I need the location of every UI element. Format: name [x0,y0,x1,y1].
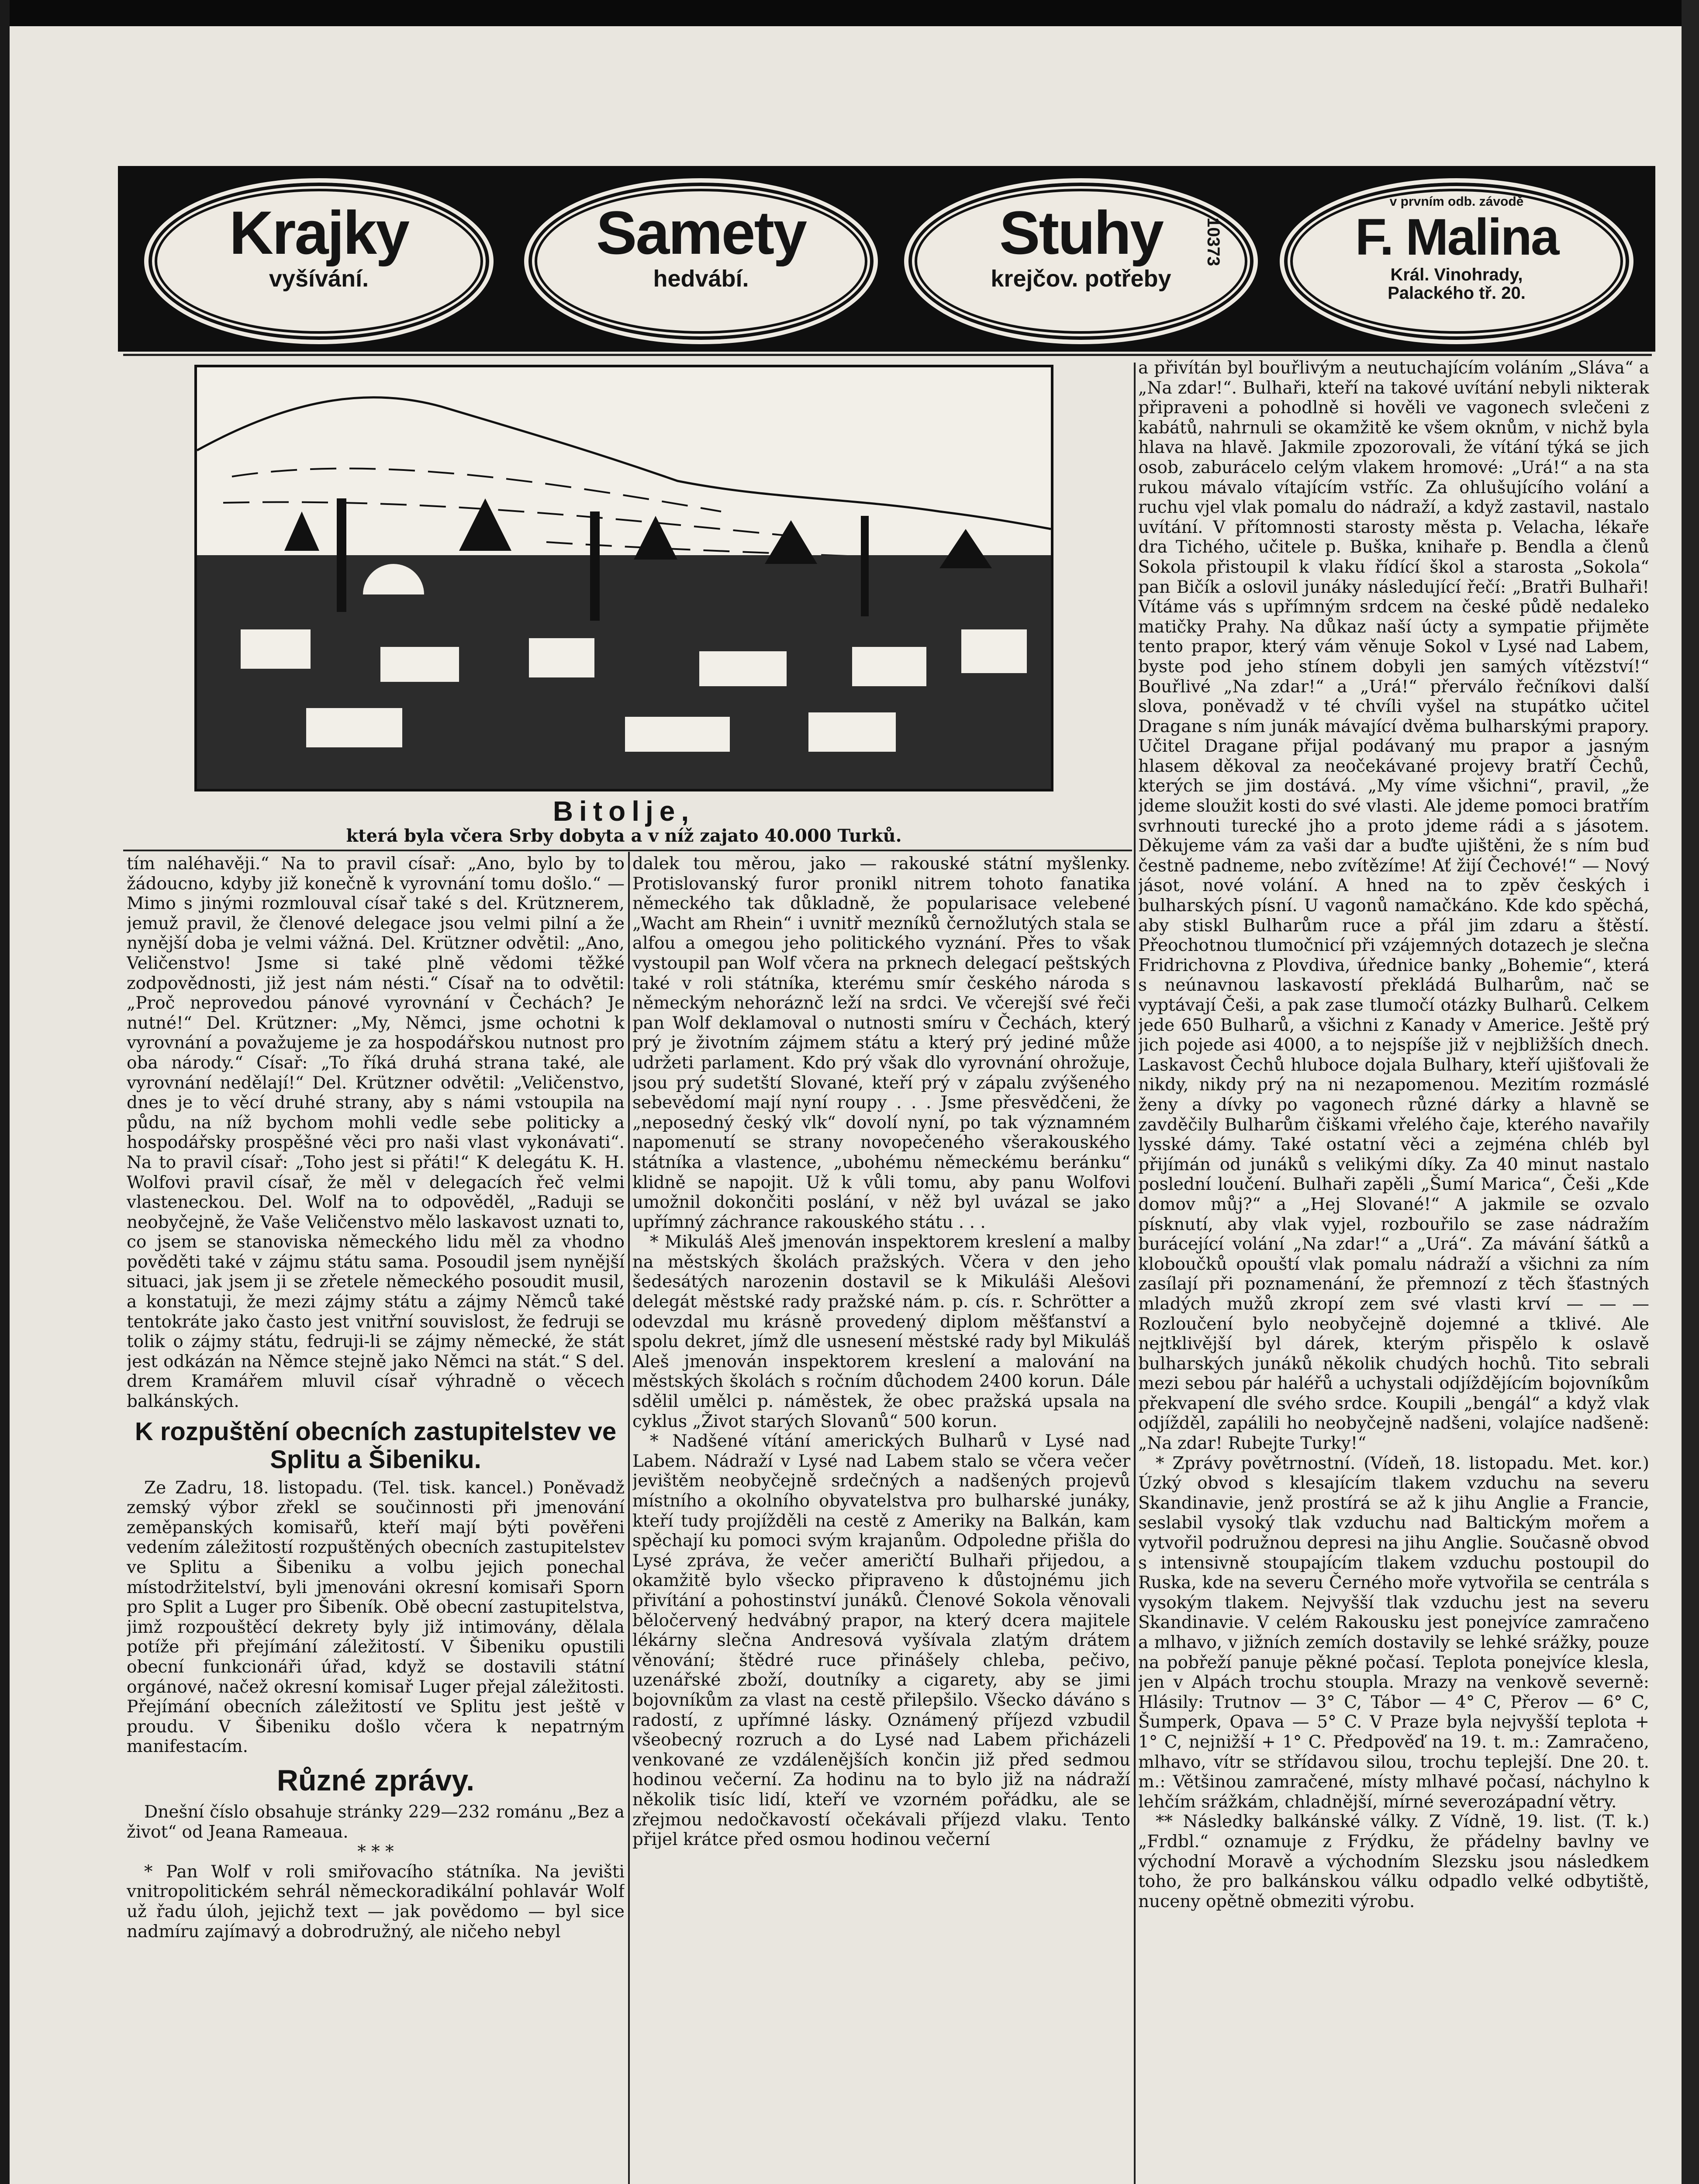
ad-top-line: v prvním odb. závodě [1389,194,1524,209]
ad-oval-krajky [144,178,494,344]
column-rule-1 [628,852,630,2184]
ad-title: Stuhy [999,198,1163,267]
scan-border-left [0,0,10,2184]
ad-address-line2: Palackého tř. 20. [1388,283,1526,303]
ad-title: Samety [596,198,806,267]
article-text: a přivítán byl bouřlivým a neutuchajícím voláním „Sláva“ a „Na zdar!“. Bulhaři, kteří na takové uvítání nebyli nikterak připraveni a pohodlně si hověli ve vagonech svlečeni z kabátů, nahrnuli se okamžitě ke všem oknům, v nichž byla hlava na hlavě. Jakmile zpozorovali, že vítání týká se jich osob, zaburácelo celým vlakem hromové: „Urá!“ a na sta rukou mávalo vítajícím vstříc. Za ohlušujícího volání a ruchu vjel vlak pomalu do nádraží, a když zastavil, nastalo uvítání. V přítomnosti starosty města p. Velacha, lékaře dra Tichého, učitele p. Buška, knihaře p. Bendla a členů Sokola přistoupil k vlaku řídící škol a starosta „Sokola“ pan Bičík a oslovil junáky následující řečí: „Bratři Bulhaři! Vítáme vás s upřímným srdcem na české půdě nedaleko matičky Prahy. Na důkaz naší úcty a sympatie přijměte tento prapor, který vám věnuje Sokol v Lysé nad Labem, byste pod jeho stínem dobyli jen samých vítězství!“ Bouřlivé „Na zdar!“ a „Urá!“ přerválo řečníkovi další slova, poněvadž v té chvíli vyšel na stupátko učitel Dragane s ním junák mávající dvěma bulharskými prapory. Učitel Dragane přijal podávaný mu prapor a jasným hlasem děkoval za neočekávané projevy bratří Čechů, kterých se jim dostává. „My víme všichni“, pravil, „že jdeme sloužit kosti do své vlasti. Ale jdeme pomoci bratřím svrhnouti turecké jho a proto jdeme rádi a s jásotem. Děkujeme vám za vaši dar a buďte ujištěni, že s ním buď čestně padneme, nebo zvítězíme! Ať žijí Čechové!“ — Nový jásot, nové volání. A hned na to zpěv českých i bulharských písní. U vagonů namačkáno. Kde kdo spěchá, aby stiskl Bulharům ruce a přál jim zdaru a štěstí. Přeochotnou tlumočnicí při vzájemných dotazech je slečna Fridrichovna z Plovdiva, úřednice banky „Bohemie“, která s neúnavnou laskavostí překládá Bulharům, nač se vyptávají Češi, a pak zase tlumočí otázky Bulharů. Celkem jede 650 Bulharů, a všichni z Kanady v Americe. Ještě prý jich pojede asi 4000, a to nejspíše již v nejbližších dnech. Laskavost Čechů hluboce dojala Bulhary, kteří ujišťovali že nikdy, nikdy prý na ni nezapomenou. Mezitím rozmáslé ženy a dívky po vagonech různé dárky a hlavně se zavděčily Bulharům čiškami vřelého čaje, kterého navařily lysské dámy. Také ostatní věci a zejména chléb byl přijímán od junáků s velikými díky. Za 40 minut nastalo poslední loučení. Bulhaři zapěli „Šumí Marica“, Češi „Kde domov můj?“ a „Hej Slované!“ A jakmile se ozvalo písknutí, aby vlak vyjel, rozbouřilo se zase nádražím burácející volání „Na zdar!“ a „Urá“. Za mávání šátků a kloboučků opouští vlak pomalu nádraží a všichni za ním zasílají při poznamenání, že přemnozí z těch šťastných mladých mužů zkropí zem své vlasti krví — — — Rozloučení bylo neobyčejně dojemné a tklivé. Ale nejtklivější byl dárek, kterým přispělo k oslavě bulharských junáků několik chudých hochů. Tito sebrali mezi sebou pár haléřů a uchystali odjíždějícím bojovníkům překvapení dle svého srdce. Koupili „bengál“ a když vlak odjížděl, zapálili ho neobyčejně nadšeni, volajíce nadšeně: „Na zdar! Rubejte Turky!“ [1138,358,1649,1454]
ad-banner [118,166,1655,352]
column-3 [1138,358,1649,2184]
column-1 [127,854,625,2184]
illustration-caption: která byla včera Srby dobyta a v níž zajato 40.000 Turků. [346,826,902,846]
ad-title: F. Malina [1355,208,1558,266]
illustration-bitolje [194,365,1053,791]
ad-oval-stuhy [904,178,1258,344]
article-text: dalek tou měrou, jako — rakouské státní myšlenky. Protislovanský furor pronikl nitrem tohoto fanatika německého tak důkladně, že popularisace velebené „Wacht am Rhein“ i uvnitř mezníků černožlutých stala se alfou a omegou jeho politického vyznání. Přes to však vystoupil pan Wolf včera na prknech delegací peštských také v roli státníka, kterému smír českého národa s německým nehoráznč leží na srdci. Ve včerejší své řeči pan Wolf deklamoval o nutnosti smíru v Čechách, který prý je životním zájmem státu a který prý jediné může udržeti parlament. Kdo prý však dlo vyrovnání ohrožuje, jsou prý sudetští Slované, kteří prý v zápalu zvýšeného sebevědomí mají nyní roupy . . . Jsme přesvědčeni, že „neposedný český vlk“ dovolí nyní, po tak významném napomenutí se strany novopečeného všerakouského státníka a vlastence, „ubohému německému beránku“ klidně se napojit. Už k vůli tomu, aby panu Wolfovi umožnil dokončiti poslání, v něž byl uvázal se jako upřímný záchrance rakouského státu . . . [632,854,1130,1232]
ad-code: 10373 [1204,218,1223,266]
ad-subtitle: vyšívání. [269,266,369,292]
article-text: Ze Zadru, 18. listopadu. (Tel. tisk. kancel.) Poněvadž zemský výbor zřekl se součinnosti při jmenování zeměpanských komisařů, kteří mají býti pověřeni vedením záležitostí rozpuštěných obecních zastupitelstev ve Splitu a Šibeniku a volbu jejich ponechal místodržitelství, byli jmenováni okresní komisaři Sporn pro Split a Luger pro Šibeník. Obě obecní zastupitelstva, jimž rozpouštěcí dekrety byly již intimovány, dělala potíže při přejímání záležitostí. V Šibeniku opustili obecní funkcionáři úřad, když se dostavili státní orgánové, načež okresní komisař Luger přejal záležitosti. Přejímání obecních záležitostí ve Splitu jest ještě v proudu. V Šibeniku došlo včera k nepatrným manifestacím. [127,1478,625,1757]
article-text: * Mikuláš Aleš jmenován inspektorem kreslení a malby na městských školách pražských. Včera v den jeho šedesátých narozenin dostavil se k Mikuláši Alešovi delegát městské rady pražské nám. p. cís. r. Schrötter a odevzdal mu krásně provedený diplom měšťanství a spolu dekret, jímž dle usnesení městské rady byl Mikuláš Aleš jmenován inspektorem kreslení a malování na městských školách s ročním důchodem 2400 korun. Dále sdělil umělci p. náměstek, že obec pražská upsala na cyklus „Život starých Slovanů“ 500 korun. [632,1232,1130,1431]
column-2 [632,854,1130,2184]
article-text: * Nadšené vítání amerických Bulharů v Lysé nad Labem. Nádraží v Lysé nad Labem stalo se včera večer jevištěm neobyčejně srdečných a nadšených projevů místního a okolního obyvatelstva pro bulharské junáky, kteří tudy projížděli na cestě z Ameriky na Balkán, kam spěchají ku pomoci svým krajanům. Odpoledne přišla do Lysé zpráva, že večer američtí Bulhaři přijedou, a okamžitě bylo všecko připraveno k důstojnému jich přivítání a pohostinství junáků. Členové Sokola věnovali běločervený hedvábný prapor, na který dcera majitele lékárny slečna Andresová vyšívala zlatým drátem věnování; štědré ruce přinášely chleba, pečivo, uzenářské zboží, doutníky a cigarety, aby se jimi bojovníkům za vlast na cestě přilepšilo. Všecko dáváno s radostí, z upřímné lásky. Oznámený příjezd vzbudil všeobecný rozruch a do Lysé nad Labem přicházeli venkované ze vzdálenějších končin již před sedmou hodinou večerní. Za hodinu na to bylo již na nádraží několik tisíc lidí, kteří ve vzorném pořádku, ale se zřejmou nedočkavostí očekávali příjezd vlaku. Tento přijel krátce před osmou hodinou večerní [632,1431,1130,1850]
article-heading: K rozpuštění obecních zastupitelstev ve Splitu a Šibeniku. [135,1417,617,1474]
article-text: * Pan Wolf v roli smiřovacího státníka. Na jevišti vnitropolitickém sehrál německoradikální pohlavár Wolf už řadu úloh, jejichž text — jak povědomo — byl sice nadmíru zajímavý a dobrodružný, ale ničeho nebyl [127,1862,625,1942]
scan-border-top [0,0,1699,26]
scan-border-right [1682,0,1699,2184]
illustration-title: Bitolje, [553,795,695,827]
top-rule [123,354,1652,356]
ad-title: Krajky [229,198,409,267]
section-heading: Různé zprávy. [276,1763,475,1797]
separator-stars: * * * [357,1842,394,1862]
article-text: Dnešní číslo obsahuje stránky 229—232 románu „Bez a život“ od Jeana Rameaua. [127,1802,625,1842]
city-skyline-illustration [197,367,1051,789]
column-rule-2 [1134,363,1136,2184]
caption-rule [123,850,1132,851]
ad-address-line1: Král. Vinohrady, [1390,265,1523,284]
ad-subtitle: hedvábí. [653,266,749,292]
article-text: * Zprávy povětrnostní. (Vídeň, 18. listopadu. Met. kor.) Úzký obvod s klesajícím tlakem vzduchu na severu Skandinavie, jenž prostírá se až k jihu Anglie a Francie, seslabil vysoký tlak vzduchu nad Baltickým mořem a vytvořil podružnou depresi na jihu Anglie. Současně obvod s intensivně stoupajícím tlakem vzduchu postoupil do Ruska, kde na severu Černého moře vytvořila se centrála s vysokým tlakem. Nejvyšší tlak vzduchu jest na severu Skandinavie. V celém Rakousku jest ponejvíce zamračeno a mlhavo, v jižních zemích dostavily se lehké srážky, pouze na pobřeží panuje pěkné počasí. Teplota ponejvíce klesla, jen v Alpách trochu stoupla. Mrazy na venkově severně: Hlásily: Trutnov — 3° C, Tábor — 4° C, Přerov — 6° C, Šumperk, Opava — 5° C. V Praze byla nejvyšší teplota + 1° C, nejnižší + 1° C. Předpověď na 19. t. m.: Zamračeno, mlhavo, vítr se střídavou silou, trochu teplejší. Dne 20. t. m.: Většinou zamračené, místy mlhavé počasí, náchylno k lehčím srážkám, chladnější, mírné severozápadní větry. [1138,1453,1649,1812]
ad-subtitle: krejčov. potřeby [991,266,1171,292]
ad-oval-samety [524,178,878,344]
ad-oval-malina [1280,178,1633,344]
article-text: ** Následky balkánské války. Z Vídně, 19. list. (T. k.) „Frdbl.“ oznamuje z Frýdku, že přádelny bavlny ve východní Moravě a východním Slezsku jsou následkem toho, že pro balkánskou válku odpadlo velké odbytiště, nuceny opětně obmeziti výrobu. [1138,1812,1649,1911]
article-text: tím naléhavěji.“ Na to pravil císař: „Ano, bylo by to žádoucno, kdyby již konečně k vyrovnání tomu došlo.“ — Mimo s jinými rozmlouval císař také s del. Krütznerem, jemuž pravil, že členové delegace jsou velmi pilní a že nynější doba je velmi vážná. Del. Krützner odvětil: „Ano, Veličenstvo! Jsme si také plně vědomi těžké zodpovědnosti, již jest nám nésti.“ Císař na to odvětil: „Proč neprovedou pánové vyrovnání v Čechách? Je nutné!“ Del. Krützner: „My, Němci, jsme ochotni k vyrovnání a považujeme je za hospodářskou nutnost pro oba národy.“ Císař: „To říká druhá strana také, ale vyrovnání nedělají!“ Del. Krützner odvětil: „Veličenstvo, dnes je to věcí druhé strany, aby s námi vstoupila na půdu, na níž bychom mohli vedle sebe politicky a hospodářsky prospěšné věci pro naši vlast vykonávati“. Na to pravil císař: „Toho jest si přáti!“ K delegátu K. H. Wolfovi pravil císař, že měl v delegacích řeč velmi vlasteneckou. Del. Wolf na to odpověděl, „Raduji se neobyčejně, že Vaše Veličenstvo mělo laskavost uznati to, co jsem se stanoviska německého lidu měl za vhodno pověděti také v zájmu státu sama. Posoudil jsem nynější situaci, jak jsem ji se zřetele německého posoudit musil, a konstatuji, že mezi zájmy státu a zájmy Němců také tentokráte jako často jest vnitřní souvislost, že fedruji se tolik o zájmy státu, fedruji-li se zájmy německé, že stát jest odkázán na Němce stejně jako Němci na stát.“ S del. drem Kramářem mluvil císař výhradně o věcech balkánských. [127,854,625,1412]
